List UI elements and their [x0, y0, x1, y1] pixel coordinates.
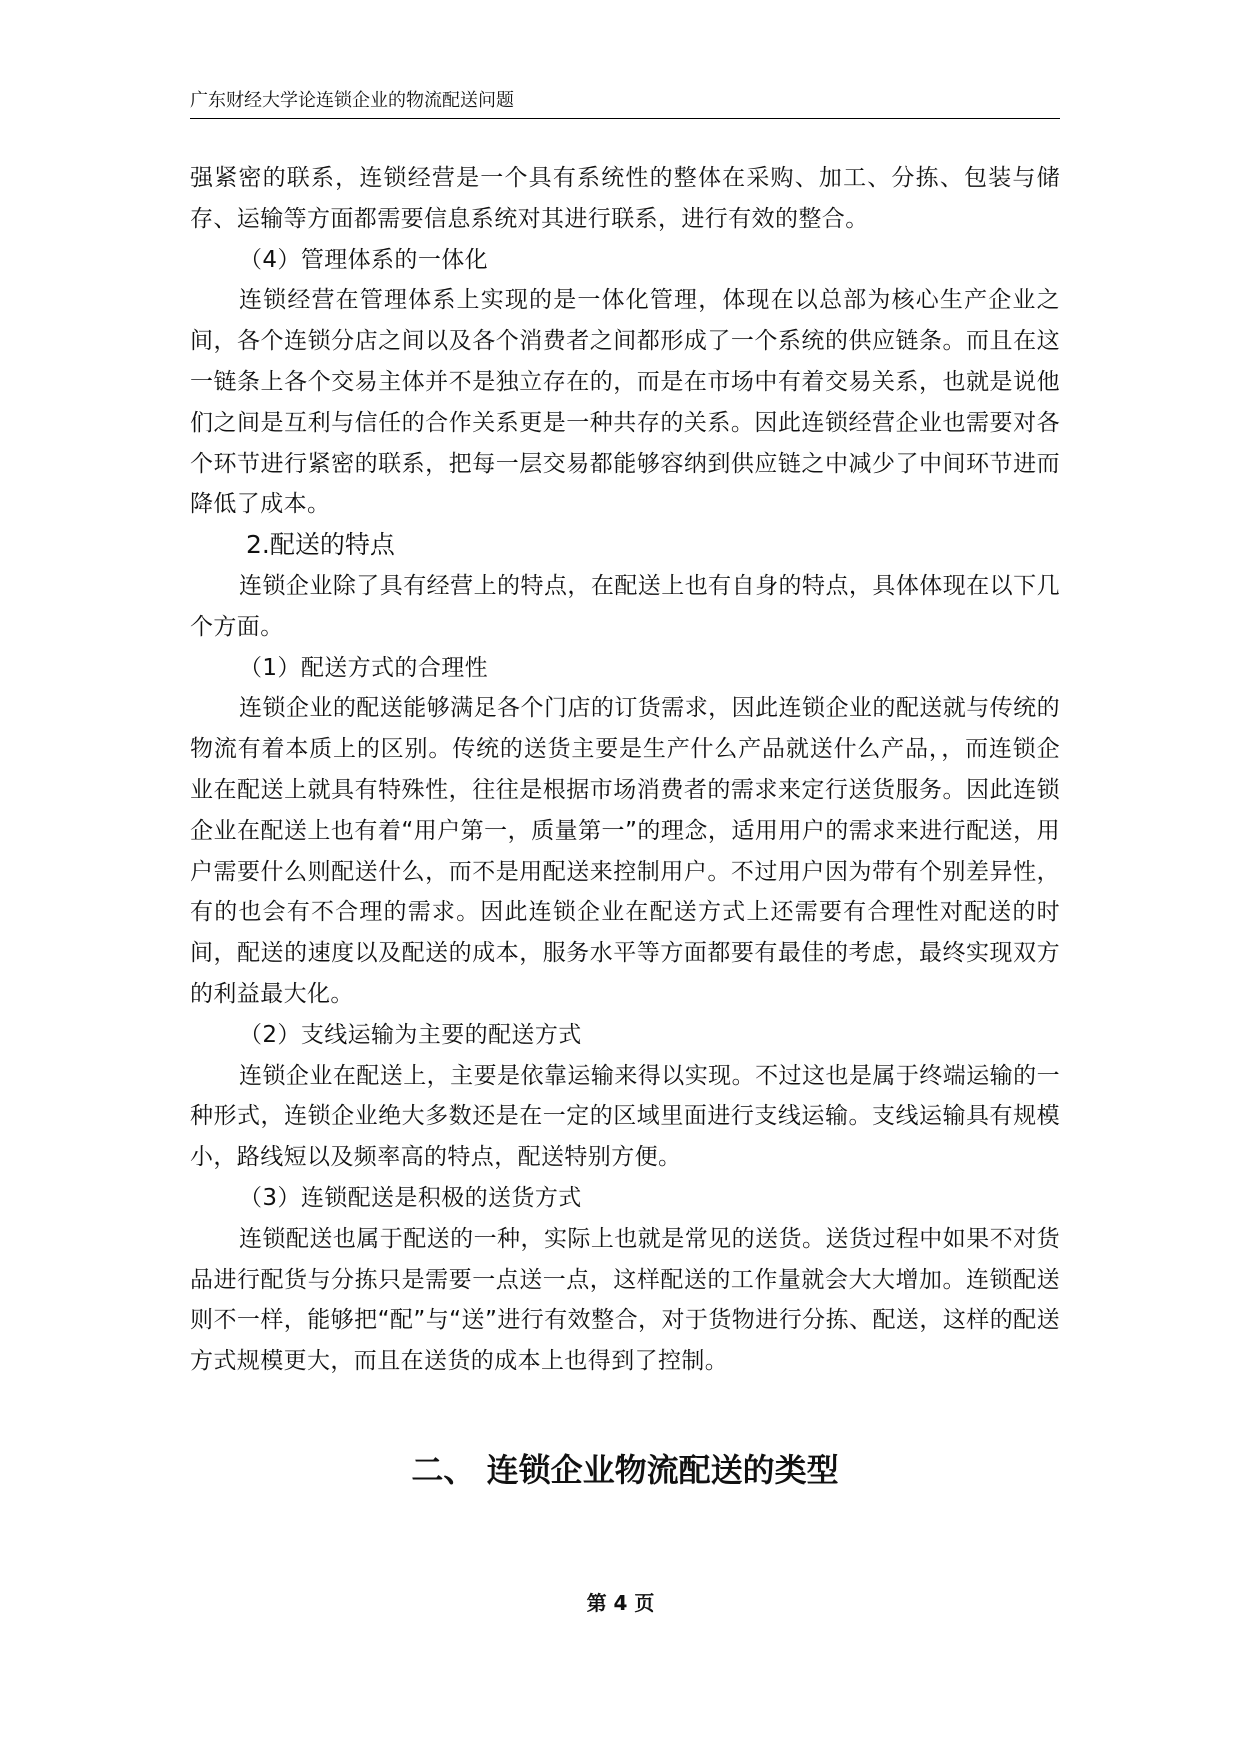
paragraph-delivery-rationality: 连锁企业的配送能够满足各个门店的订货需求，因此连锁企业的配送就与传统的物流有着本质上的区别。传统的送货主要是生产什么产品就送什么产品，，而连锁企业在配送上就具有特殊性，往往是根据市场消费者的需求来定行送货服务。因此连锁企业在配送上也有着“用户第一，质量第一”的理念，适用用户的需求来进行配送，用户需要什么则配送什么，而不是用配送来控制用户。不过用户因为带有个别差异性，有的也会有不合理的需求。因此连锁企业在配送方式上还需要有合理性对配送的时间，配送的速度以及配送的成本，服务水平等方面都要有最佳的考虑，最终实现双方的利益最大化。	[190, 695, 1060, 1007]
subheading-branch-transport: （2）支线运输为主要的配送方式	[239, 1021, 582, 1048]
paragraph-delivery-intro: 连锁企业除了具有经营上的特点，在配送上也有自身的特点，具体体现在以下几个方面。	[190, 572, 1060, 640]
subheading-active-delivery: （3）连锁配送是积极的送货方式	[239, 1184, 582, 1211]
paragraph-active-delivery: 连锁配送也属于配送的一种，实际上也就是常见的送货。送货过程中如果不对货品进行配货与分拣只是需要一点送一点，这样配送的工作量就会大大增加。连锁配送则不一样，能够把“配”与“送”进行有效整合，对于货物进行分拣、配送，这样的配送方式规模更大，而且在送货的成本上也得到了控制。	[190, 1225, 1060, 1375]
paragraph-branch-transport: 连锁企业在配送上，主要是依靠运输来得以实现。不过这也是属于终端运输的一种形式，连锁企业绝大多数还是在一定的区域里面进行支线运输。支线运输具有规模小，路线短以及频率高的特点，配送特别方便。	[190, 1062, 1060, 1171]
heading-delivery-features: 2.配送的特点	[246, 530, 395, 560]
subheading-delivery-rationality: （1）配送方式的合理性	[239, 654, 489, 681]
section-title: 二、 连锁企业物流配送的类型	[411, 1451, 839, 1489]
page-header: 广东财经大学论连锁企业的物流配送问题	[190, 88, 1060, 119]
document-body	[190, 158, 1060, 1382]
page-number: 第 4 页	[586, 1591, 655, 1615]
subheading-management-integration: （4）管理体系的一体化	[239, 246, 489, 273]
paragraph-management: 连锁经营在管理体系上实现的是一体化管理，体现在以总部为核心生产企业之间，各个连锁分店之间以及各个消费者之间都形成了一个系统的供应链条。而且在这一链条上各个交易主体并不是独立存在的，而是在市场中有着交易关系，也就是说他们之间是互利与信任的合作关系更是一种共存的关系。因此连锁经营企业也需要对各个环节进行紧密的联系，把每一层交易都能够容纳到供应链之中减少了中间环节进而降低了成本。	[190, 287, 1060, 518]
paragraph-continuation: 强紧密的联系，连锁经营是一个具有系统性的整体在采购、加工、分拣、包装与储存、运输等方面都需要信息系统对其进行联系，进行有效的整合。	[190, 165, 1060, 232]
